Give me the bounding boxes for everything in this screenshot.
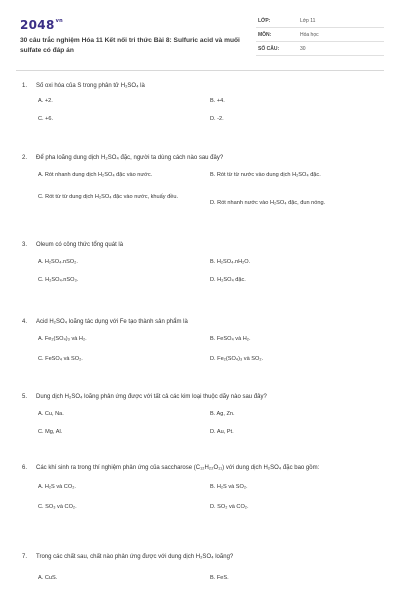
question-number: 2. <box>22 155 28 161</box>
question-number: 3. <box>22 242 28 248</box>
meta-row-lop <box>256 16 384 28</box>
option-a[interactable]: A. Fe₂(SO₄)₃ và H₂. <box>38 336 87 342</box>
socau-label: SỐ CÂU: <box>258 46 280 52</box>
question-number: 6. <box>22 465 28 471</box>
question-stem: Số oxi hóa của S trong phân tử H₂SO₄ là <box>36 83 145 89</box>
option-d[interactable]: D. Fe₂(SO₄)₃ và SO₂. <box>210 356 264 362</box>
mon-label: MÔN: <box>258 32 272 38</box>
option-b[interactable]: B. +4. <box>210 98 225 104</box>
option-b[interactable]: B. H₂SO₄.nH₂O. <box>210 259 251 265</box>
question-7 <box>20 553 380 586</box>
socau-value: 30 <box>300 46 306 52</box>
option-c[interactable]: C. H₂SO₄.nSO₃. <box>38 277 79 283</box>
question-stem: Dung dịch H₂SO₄ loãng phản ứng được với tất cả các kim loại thuộc dãy nào sau đây? <box>36 394 267 400</box>
lop-value: Lớp 11 <box>300 18 316 24</box>
option-a[interactable]: A. H₂S và CO₂. <box>38 484 76 490</box>
option-a[interactable]: A. CuS. <box>38 575 58 581</box>
question-stem: Để pha loãng dung dịch H₂SO₄ đặc, người ta dùng cách nào sau đây? <box>36 155 224 161</box>
question-number: 5. <box>22 394 28 400</box>
logo-suffix: vn <box>55 18 64 24</box>
question-number: 4. <box>22 319 28 325</box>
answer-options <box>20 163 380 219</box>
page-title: 30 câu trắc nghiệm Hóa 11 Kết nối tri thức Bài 8: Sulfuric acid và muối sulfate có đáp án <box>20 37 240 54</box>
meta-row-socau <box>256 44 384 56</box>
answer-options <box>20 473 380 513</box>
option-b[interactable]: B. Rót từ từ nước vào dung dịch H₂SO₄ đặc. <box>210 172 321 178</box>
question-2 <box>20 154 380 219</box>
question-text <box>20 241 380 250</box>
question-3 <box>20 241 380 290</box>
answer-options <box>20 562 380 586</box>
answer-options <box>20 250 380 290</box>
question-1 <box>20 82 380 125</box>
question-number: 7. <box>22 554 28 560</box>
option-a[interactable]: A. Cu, Na. <box>38 411 64 417</box>
option-c[interactable]: C. +6. <box>38 116 54 122</box>
question-4 <box>20 318 380 367</box>
option-d[interactable]: D. -2. <box>210 116 224 122</box>
question-number: 1. <box>22 83 28 89</box>
question-text <box>20 553 380 562</box>
lop-label: LỚP: <box>258 18 271 24</box>
question-stem: Oleum có công thức tổng quát là <box>36 242 124 248</box>
option-c[interactable]: C. Rót từ từ dung dịch H₂SO₄ đặc vào nước, khuấy đều. <box>38 194 178 200</box>
site-logo[interactable] <box>20 18 63 32</box>
option-c[interactable]: C. SO₃ và CO₂. <box>38 504 77 510</box>
meta-panel <box>256 16 384 58</box>
answer-options <box>20 91 380 125</box>
question-text <box>20 318 380 327</box>
option-a[interactable]: A. H₂SO₄.nSO₂. <box>38 259 78 265</box>
question-text <box>20 464 360 473</box>
option-d[interactable]: D. Rót nhanh nước vào H₂SO₄ đặc, đun nóng. <box>210 200 326 206</box>
option-b[interactable]: B. FeS. <box>210 575 229 581</box>
option-c[interactable]: C. FeSO₄ và SO₂. <box>38 356 83 362</box>
option-a[interactable]: A. +2. <box>38 98 53 104</box>
option-d[interactable]: D. H₂SO₄ đặc. <box>210 277 246 283</box>
document-header <box>16 12 384 64</box>
question-stem: Các khí sinh ra trong thí nghiệm phản ứng của saccharose (C₁₂H₂₂O₁₁) với dung dịch H₂SO₄ đặc bao gồm: <box>36 465 320 471</box>
question-text <box>20 154 380 163</box>
option-a[interactable]: A. Rót nhanh dung dịch H₂SO₄ đặc vào nước. <box>38 172 153 178</box>
option-b[interactable]: B. H₂S và SO₂. <box>210 484 248 490</box>
mon-value: Hóa học <box>300 32 319 38</box>
question-6 <box>20 464 380 513</box>
option-d[interactable]: D. Au, Pt. <box>210 429 234 435</box>
meta-row-mon <box>256 30 384 42</box>
question-text <box>20 393 380 402</box>
answer-options <box>20 327 380 367</box>
option-b[interactable]: B. FeSO₄ và H₂. <box>210 336 251 342</box>
question-stem: Trong các chất sau, chất nào phản ứng được với dung dịch H₂SO₄ loãng? <box>36 554 234 560</box>
option-c[interactable]: C. Mg, Al. <box>38 429 63 435</box>
option-d[interactable]: D. SO₂ và CO₂. <box>210 504 249 510</box>
logo-text: 2048 <box>20 18 55 32</box>
question-text <box>20 82 380 91</box>
option-b[interactable]: B. Ag, Zn. <box>210 411 235 417</box>
question-stem: Acid H₂SO₄ loãng tác dụng với Fe tạo thành sản phẩm là <box>36 319 188 325</box>
question-5 <box>20 393 380 442</box>
header-divider <box>16 70 384 71</box>
answer-options <box>20 402 380 442</box>
